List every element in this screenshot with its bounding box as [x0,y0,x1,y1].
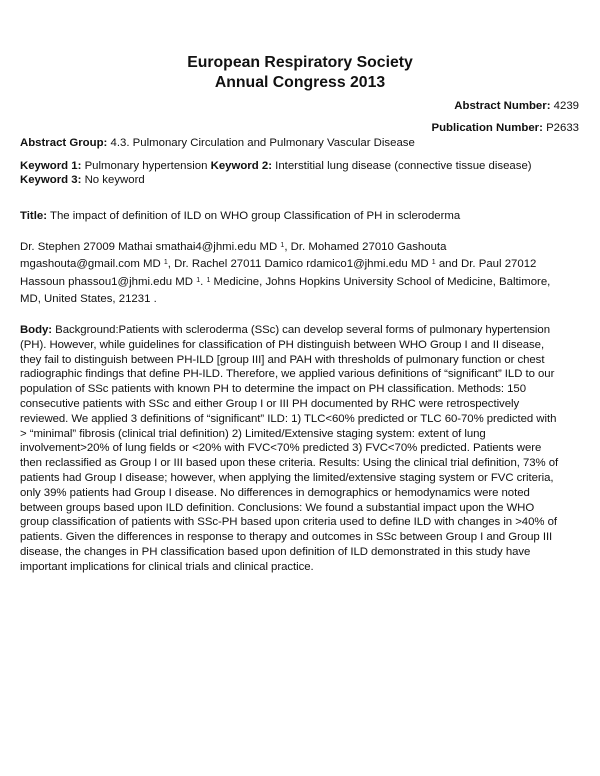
body-line: disease, the changes in PH classification based upon definition of ILD demonstrated in this study have [20,545,531,558]
abstract-title [20,209,582,223]
body-line: consecutive patients with SSc and either Group I or III PH documented by RHC were retrospectively [20,397,520,410]
affiliation-sup: 1 [206,276,211,284]
keyword1-label: Keyword 1: [20,160,82,172]
publication-number-value: P2633 [546,122,579,134]
body-line: reviewed. We applied 3 definitions of “significant” ILD: 1) TLC<60% predicted or TLC 60-70% predicted with [20,412,557,425]
affiliation-address: MD, United States, 21231 . [20,293,157,306]
abstract-group-value: 4.3. Pulmonary Circulation and Pulmonary Vascular Disease [110,137,415,149]
author4-email: Hassoun phassou1@jhmi.edu MD [20,275,194,288]
congress-header [0,53,600,93]
body-line: then reclassified as Group I or III based upon these criteria. Results: Using the clinical trial definition, 73% of [20,457,559,470]
abstract-body [20,323,582,575]
body-line: patients had Group I disease; however, when applying the limited/extensive staging system or FVC criteria, [20,471,554,484]
authors-line2 [20,256,582,273]
author1: Dr. Stephen 27009 Mathai smathai4@jhmi.edu MD [20,241,278,253]
body-line: they fail to distinguish between PH-ILD [group III] and PAH with thresholds of pulmonary function or chest [20,353,545,366]
affiliation: Medicine, Johns Hopkins University School of Medicine, Baltimore, [213,275,551,288]
publication-number [432,121,580,135]
body-line: (PH). However, while guidelines for classification of PH distinguish between WHO Group I and II disease, [20,338,545,351]
keyword3-value: No keyword [84,174,145,187]
keyword3-label: Keyword 3: [20,174,82,187]
congress-title-line2: Annual Congress 2013 [214,74,386,91]
body-line: > “minimal” fibrosis (clinical trial definition) 2) Limited/Extensive staging system: extent of lung [20,427,486,440]
body-line: radiographic findings that define PH-ILD. Therefore, we applied various definitions of “significant” ILD to our [20,368,555,381]
authors-line3: Hassoun phassou1@jhmi.edu MD $^1$. $^1$ Medicine, Johns Hopkins University School of Medicine, Baltimore, [20,275,551,288]
authors [20,239,582,309]
affiliation-sup: 1 [431,259,436,267]
affiliation-sup: 1 [163,259,168,267]
author3: , Dr. Rachel 27011 Damico rdamico1@jhmi.edu MD [167,258,429,271]
keyword2-value: Interstitial lung disease (connective tissue disease) [275,160,532,172]
affiliation-sup: 1 [280,242,285,249]
authors-line1 [20,239,582,256]
abstract-group [20,136,582,150]
keywords-line1 [20,159,582,173]
body-line: Body: Background:Patients with scleroderma (SSc) can develop several forms of pulmonary hypertension [20,324,550,336]
body-line: involvement>20% of lung fields or <20% with FVC<70% predicted 3) FVC<70% predicted. Patients were [20,442,542,455]
abstract-group-label: Abstract Group: [20,137,108,149]
abstract-number [454,99,579,113]
body-line: between groups based upon ILD definition. Conclusions: We found a substantial impact upon the WHO [20,501,535,514]
body-line: important implications for clinical trials and clinical practice. [20,560,314,573]
body-line: patients. Given the differences in response to therapy and outcomes in SSc between Group I and Group III [20,531,553,544]
abstract-number-value: 4239 [553,100,579,112]
body-label: Body: [20,324,53,336]
authors-line4 [20,291,582,308]
abstract-title-value: The impact of definition of ILD on WHO group Classification of PH in scleroderma [49,210,461,222]
body-line: only 39% patients had Group I disease. No differences in demographics or hemodynamics were noted [20,486,530,499]
author2-email: mgashouta@gmail.com MD [20,258,161,271]
body-line: group classification of patients with SSc-PH based upon criteria used to define ILD with changes in >40% of [20,516,557,529]
affiliation-sup: 1 [196,276,201,284]
abstract-number-label: Abstract Number: [454,100,551,112]
keyword1-value: Pulmonary hypertension [84,160,208,172]
congress-title-line1: European Respiratory Society [187,54,413,71]
author4: and Dr. Paul 27012 [438,258,537,271]
abstract-title-label: Title: [20,210,48,222]
body-line: population of SSc patients with known PH to determine the impact on PH classification. Methods: 150 [20,383,527,396]
keywords [20,159,582,187]
keywords-line2 [20,173,582,187]
keyword2-label: Keyword 2: [210,160,272,172]
publication-number-label: Publication Number: [431,122,543,134]
author2: , Dr. Mohamed 27010 Gashouta [284,241,447,253]
